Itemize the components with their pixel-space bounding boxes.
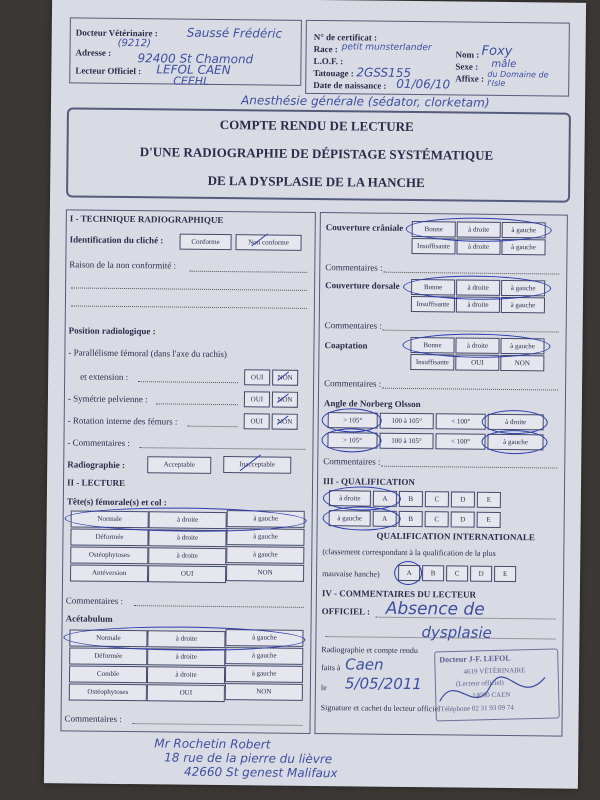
dorsale-bonne: Bonne bbox=[411, 279, 455, 295]
qual-droite-grade-e: E bbox=[477, 492, 501, 508]
tete-anteversion-oui: OUI bbox=[148, 565, 226, 583]
dorsale-bonne-droite: à droite bbox=[456, 279, 500, 295]
non-conforme-box: Non conforme bbox=[235, 234, 301, 251]
tete-normale: Normale bbox=[71, 510, 149, 528]
identification-label: Identification du cliché : bbox=[69, 234, 164, 246]
vet-label: Docteur Vétérinaire : bbox=[75, 27, 158, 39]
tete-deformee-gauche: à gauche bbox=[226, 528, 304, 546]
coaptation-oui: OUI bbox=[455, 354, 499, 370]
addr-line1: (9212) bbox=[117, 37, 151, 50]
coaptation-label: Coaptation bbox=[324, 340, 368, 351]
affixe-label: Affixe : bbox=[455, 73, 485, 84]
stamp-line-3: (Lecteur officiel) bbox=[455, 678, 504, 688]
signature-text: Signature et cachet du lecteur officiel bbox=[320, 703, 441, 714]
race-value: petit munsterlander bbox=[341, 42, 432, 54]
signature-scribble bbox=[435, 661, 556, 722]
date-handwritten: 5/05/2011 bbox=[344, 674, 422, 694]
affixe-value: du Domaine de l'Isle bbox=[487, 69, 549, 88]
symetrie-oui: OUI bbox=[244, 391, 270, 407]
dorsale-commentaires: Commentaires : bbox=[324, 320, 383, 331]
commentaires3-label: Commentaires : bbox=[64, 713, 122, 724]
vet-value: Saussé Frédéric bbox=[186, 25, 283, 41]
extension-non: NON bbox=[272, 370, 298, 386]
acet-deformee: Déformée bbox=[69, 647, 147, 665]
tete-normale-gauche: à gauche bbox=[227, 510, 305, 528]
norberg-commentaires: Commentaires : bbox=[323, 456, 381, 467]
qual-int-title: QUALIFICATION INTERNATIONALE bbox=[376, 530, 536, 543]
stamp-line-2: 4619 VÉTÉRINAIRE bbox=[463, 666, 526, 676]
conforme-box: Conforme bbox=[179, 234, 231, 251]
naissance-value: 01/06/10 bbox=[396, 76, 451, 92]
cranial-insuffisante: Insuffisante bbox=[411, 238, 455, 254]
acet-deformee-gauche: à gauche bbox=[225, 647, 303, 665]
couverture-cranial-label: Couverture crâniale bbox=[325, 222, 404, 233]
rotation-non: NON bbox=[272, 414, 298, 430]
comment-handwritten-1: Absence de bbox=[385, 598, 485, 620]
norberg-droite: à droite bbox=[488, 414, 544, 431]
norberg-gt105-row1: > 105° bbox=[328, 412, 378, 429]
rotation-oui: OUI bbox=[244, 413, 270, 429]
officiel-label: OFFICIEL : bbox=[321, 606, 371, 617]
commentaires-label: - Commentaires : bbox=[67, 437, 131, 449]
tatouage-label: Tatouage : bbox=[313, 67, 354, 79]
qual-gauche-grade-a: A bbox=[373, 511, 397, 527]
rotation-label: - Rotation interne des fémurs : bbox=[67, 415, 178, 427]
norberg-range-row2: 100 à 105° bbox=[379, 433, 433, 450]
stamp-line-5: Téléphone 02 31 93 09 74 bbox=[440, 703, 514, 714]
footer-line-2: 18 rue de la pierre du lièvre bbox=[164, 750, 333, 767]
position-label: Position radiologique : bbox=[68, 325, 156, 337]
qual-droite-grade-b: B bbox=[399, 491, 423, 507]
dorsale-bonne-gauche: à gauche bbox=[501, 280, 545, 296]
qual-gauche-grade-b: B bbox=[399, 511, 423, 527]
qual-droite-grade-c: C bbox=[425, 491, 449, 507]
section-3-title: III - QUALIFICATION bbox=[323, 476, 415, 488]
acet-deformee-droite: à droite bbox=[147, 648, 225, 666]
race-label: Race : bbox=[313, 43, 338, 55]
inacceptable-box: Inacceptable bbox=[223, 456, 291, 474]
cranial-insuffisante-gauche: à gauche bbox=[501, 239, 545, 255]
norberg-gauche: à gauche bbox=[487, 434, 543, 451]
acetabulum-label: Acétabulum bbox=[65, 613, 113, 624]
qual-int-grade-c: C bbox=[446, 565, 468, 581]
cranial-bonne: Bonne bbox=[412, 221, 456, 237]
acet-normale: Normale bbox=[69, 629, 147, 647]
dorsale-insuffisante-gauche: à gauche bbox=[501, 297, 545, 313]
acet-osteophytoses-non: NON bbox=[225, 683, 303, 701]
classement-text: (classement correspondant à la qualification de la plus bbox=[322, 547, 496, 558]
tatouage-value: 2GSS155 bbox=[356, 65, 412, 80]
acet-comble: Comble bbox=[69, 665, 147, 683]
mauvaise-text: mauvaise hanche) bbox=[322, 569, 380, 579]
tete-normale-droite: à droite bbox=[149, 511, 227, 529]
qual-int-grade-e: E bbox=[494, 566, 516, 582]
coaptation-bonne-gauche: à gauche bbox=[500, 338, 544, 354]
symetrie-label: - Symétrie pelvienne : bbox=[67, 393, 148, 405]
ville-handwritten: Caen bbox=[345, 655, 384, 674]
cranial-bonne-gauche: à gauche bbox=[502, 222, 546, 238]
nom-value: Foxy bbox=[481, 43, 513, 60]
acet-osteophytoses-oui: OUI bbox=[147, 684, 225, 702]
form-sheet bbox=[44, 0, 586, 789]
anesthesie-note: Anesthésie générale (sédator, clorketam) bbox=[240, 93, 490, 110]
coaptation-commentaires: Commentaires : bbox=[324, 378, 382, 389]
coaptation-bonne-droite: à droite bbox=[455, 337, 499, 353]
qual-droite-grade-d: D bbox=[451, 491, 475, 507]
dorsale-insuffisante: Insuffisante bbox=[411, 296, 455, 312]
norberg-gt105-row2: > 105° bbox=[327, 432, 377, 449]
norberg-range-row1: 100 à 105° bbox=[380, 413, 434, 430]
parallelisme-label: - Parallélisme fémoral (dans l'axe du rachis) bbox=[68, 347, 228, 360]
cranial-bonne-droite: à droite bbox=[457, 221, 501, 237]
coaptation-non: NON bbox=[500, 355, 544, 371]
stamp-line-4: 14000 CAEN bbox=[472, 690, 511, 700]
lecteur-value: LEFOL CAEN bbox=[156, 62, 231, 78]
title-line-3: DE LA DYSPLASIE DE LA HANCHE bbox=[207, 172, 425, 191]
acet-normale-droite: à droite bbox=[147, 630, 225, 648]
tete-deformee: Déformée bbox=[70, 528, 148, 546]
radiographie-label: Radiographie : bbox=[67, 459, 126, 471]
naissance-label: Date de naissance : bbox=[313, 79, 387, 91]
qual-int-grade-d: D bbox=[470, 566, 492, 582]
title-line-2: D'UNE RADIOGRAPHIE DE DÉPISTAGE SYSTÉMATIQUE bbox=[139, 144, 494, 163]
raison-label: Raison de la non conformité : bbox=[69, 259, 177, 271]
norberg-label: Angle de Norberg Olsson bbox=[323, 398, 421, 410]
tetes-label: Tête(s) fémorale(s) et col : bbox=[66, 496, 167, 508]
addr-line2: 92400 St Chamond bbox=[137, 51, 254, 67]
acet-osteophytoses: Ostéophytoses bbox=[69, 683, 147, 701]
qual-droite: à droite bbox=[329, 490, 371, 506]
title-line-1: COMPTE RENDU DE LECTURE bbox=[219, 116, 414, 135]
lof-label: L.O.F. : bbox=[313, 55, 344, 67]
lecteur-value-2: CEEHL bbox=[173, 74, 210, 88]
qual-gauche: à gauche bbox=[329, 510, 371, 526]
sexe-value: mâle bbox=[491, 58, 517, 71]
section-4-title: IV - COMMENTAIRES DU LECTEUR bbox=[321, 588, 477, 600]
symetrie-non: NON bbox=[272, 392, 298, 408]
extension-oui: OUI bbox=[244, 369, 270, 385]
faits-a-text: faits à bbox=[321, 663, 341, 673]
tete-deformee-droite: à droite bbox=[148, 529, 226, 547]
nom-label: Nom : bbox=[455, 49, 480, 60]
tete-osteophytoses: Ostéophytoses bbox=[70, 546, 148, 564]
stamp-line-1: Docteur J-F. LEFOL bbox=[439, 653, 511, 665]
tete-osteophytoses-droite: à droite bbox=[148, 547, 226, 565]
qual-droite-grade-a: A bbox=[373, 491, 397, 507]
sexe-label: Sexe : bbox=[455, 61, 479, 72]
tete-anteversion: Antéversion bbox=[70, 564, 148, 582]
le-text: le bbox=[320, 683, 327, 693]
addr-label: Adresse : bbox=[75, 47, 112, 58]
commentaires2-label: Commentaires : bbox=[65, 595, 124, 607]
comment-handwritten-2: dysplasie bbox=[421, 623, 492, 642]
qual-gauche-grade-d: D bbox=[451, 511, 475, 527]
lecteur-label: Lecteur Officiel : bbox=[75, 65, 142, 77]
cert-label: N° de certificat : bbox=[313, 31, 378, 43]
extension-label: et extension : bbox=[80, 371, 129, 383]
tete-anteversion-non: NON bbox=[226, 564, 304, 582]
coaptation-bonne: Bonne bbox=[410, 337, 454, 353]
radio-rendu-text: Radiographie et compte rendu bbox=[321, 645, 418, 656]
acet-comble-droite: à droite bbox=[147, 666, 225, 684]
coaptation-insuffisante: Insuffisante bbox=[410, 354, 454, 370]
cranial-insuffisante-droite: à droite bbox=[456, 238, 500, 254]
acceptable-box: Acceptable bbox=[147, 456, 211, 474]
qual-int-grade-a: A bbox=[398, 565, 420, 581]
tete-osteophytoses-gauche: à gauche bbox=[226, 546, 304, 564]
footer-line-3: 42660 St genest Malifaux bbox=[183, 764, 338, 781]
section-2-title: II - LECTURE bbox=[66, 477, 126, 489]
footer-line-1: Mr Rochetin Robert bbox=[154, 736, 271, 752]
section-1-title: I - TECHNIQUE RADIOGRAPHIQUE bbox=[69, 213, 224, 226]
norberg-lt100-row1: < 100° bbox=[436, 413, 486, 430]
qual-gauche-grade-c: C bbox=[425, 511, 449, 527]
norberg-lt100-row2: < 100° bbox=[435, 433, 485, 450]
acet-normale-gauche: à gauche bbox=[225, 629, 303, 647]
qual-gauche-grade-e: E bbox=[477, 512, 501, 528]
acet-comble-gauche: à gauche bbox=[225, 665, 303, 683]
qual-int-grade-b: B bbox=[422, 565, 444, 581]
couverture-dorsale-label: Couverture dorsale bbox=[325, 280, 400, 291]
dorsale-insuffisante-droite: à droite bbox=[456, 296, 500, 312]
cranial-commentaires: Commentaires : bbox=[325, 262, 383, 273]
